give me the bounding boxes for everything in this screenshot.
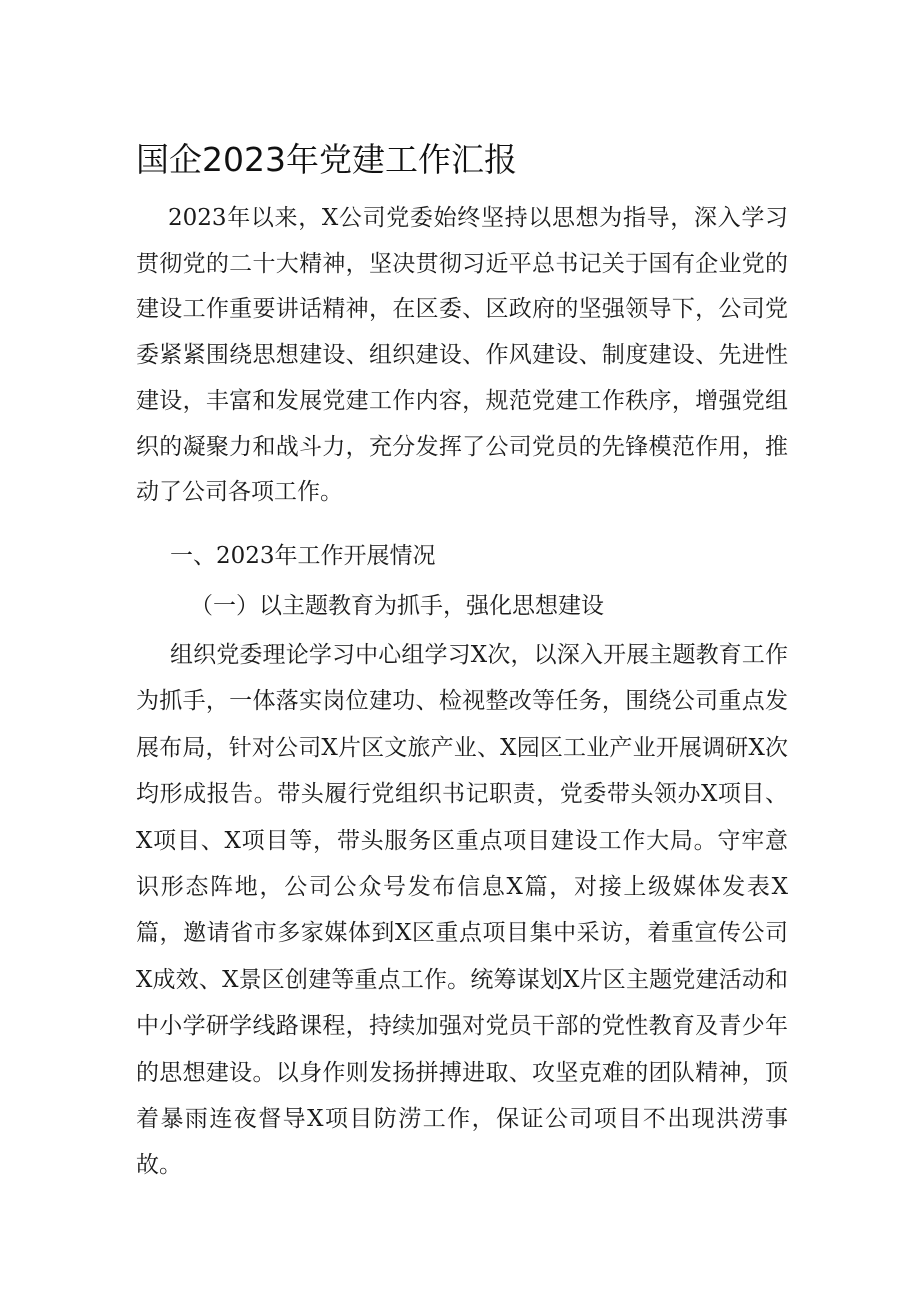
section-paragraph: 组织党委理论学习中心组学习X次，以深入开展主题教育工作为抓手，一体落实岗位建功、检视整改等任务，围绕公司重点发展布局，针对公司X片区文旅产业、X园区工业产业开展调研X次均形成报告。带头履行党组织书记职责，党委带头领办X项目、X项目、X项目等，带头服务区重点项目建设工作大局。守牢意识形态阵地，公司公众号发布信息X篇，对接上级媒体发表X篇，邀请省市多家媒体到X区重点项目集中采访，着重宣传公司X成效、X景区创建等重点工作。统筹谋划X片区主题党建活动和中小学研学线路课程，持续加强对党员干部的党性教育及青少年的思想建设。以身作则发扬拼搏进取、攻坚克难的团队精神，顶着暴雨连夜督导X项目防涝工作，保证公司项目不出现洪涝事故。 — [136, 642, 788, 1179]
subsection-heading: （一）以主题教育为抓手，强化思想建设 — [190, 593, 604, 619]
document-title: 国企2023年党建工作汇报 — [136, 140, 517, 179]
section-heading: 一、2023年工作开展情况 — [170, 543, 436, 569]
intro-paragraph: 2023年以来，X公司党委始终坚持以思想为指导，深入学习贯彻党的二十大精神，坚决贯彻习近平总书记关于国有企业党的建设工作重要讲话精神，在区委、区政府的坚强领导下，公司党委紧紧围绕思想建设、组织建设、作风建设、制度建设、先进性建设，丰富和发展党建工作内容，规范党建工作秩序，增强党组织的凝聚力和战斗力，充分发挥了公司党员的先锋模范作用，推动了公司各项工作。 — [136, 205, 788, 506]
